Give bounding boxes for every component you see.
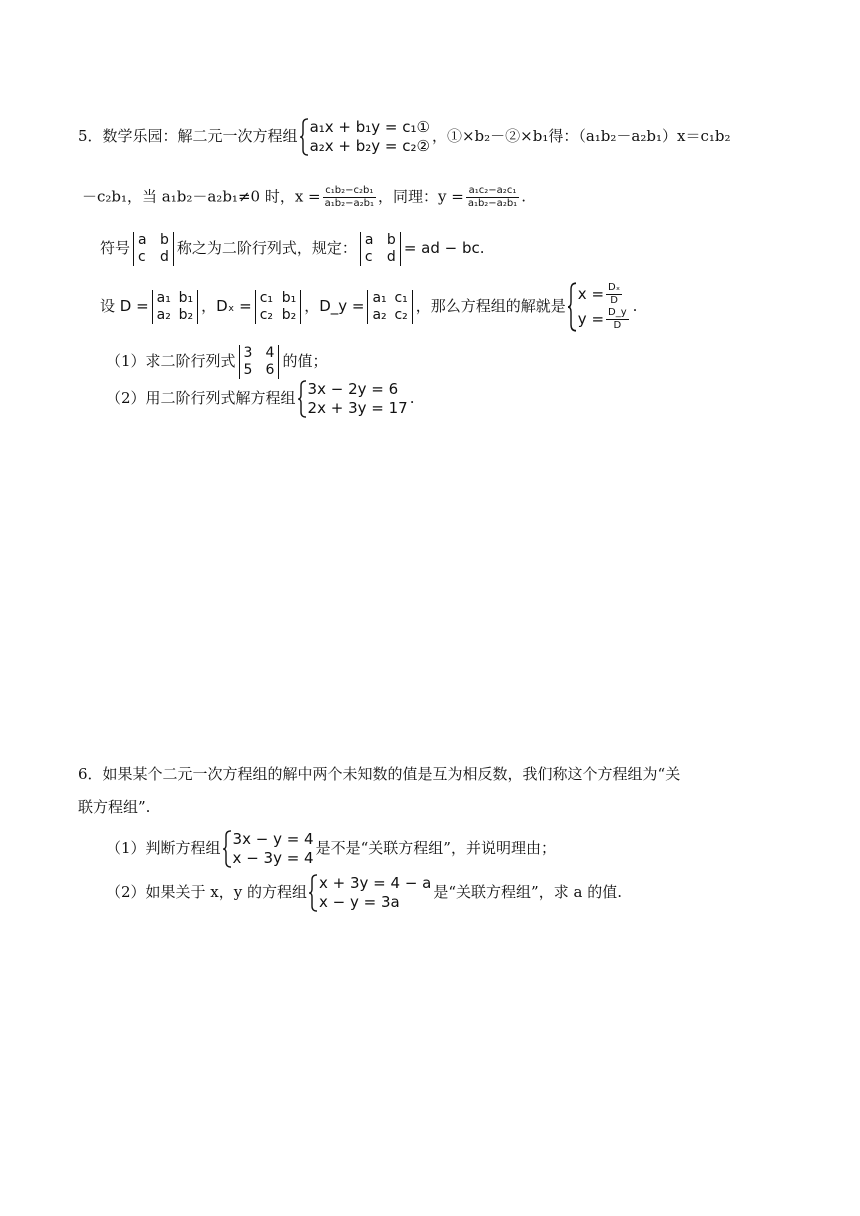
y-fraction — [466, 185, 519, 210]
q6-part2-eq2: x − y = 3a — [319, 893, 400, 911]
q5-part1-prefix: （1）求二阶行列式 — [106, 352, 236, 370]
q5-line2-b: ，同理：y = — [378, 187, 464, 206]
q6-part1-system — [223, 830, 314, 868]
symbol-description: 称之为二阶行列式，规定： — [176, 239, 357, 257]
q5-intro: 数学乐园：解二元一次方程组 — [102, 127, 298, 145]
q5-part2-end: . — [409, 389, 415, 407]
q6-part2-prefix: （2）如果关于 x，y 的方程组 — [106, 883, 308, 901]
det-cell: a — [364, 232, 374, 248]
q5-line-2 — [82, 185, 526, 210]
det-cell: d — [160, 249, 169, 265]
q6-part1 — [106, 830, 556, 868]
D-determinant — [152, 290, 199, 324]
det-cell: c₁ — [394, 290, 408, 306]
brace-icon — [300, 118, 309, 156]
q5-part2-prefix: （2）用二阶行列式解方程组 — [106, 389, 296, 407]
det-cell: 4 — [265, 345, 275, 361]
Dx-label: ，Dₓ = — [201, 297, 252, 315]
det-cell: b — [160, 232, 169, 248]
q6-part2 — [106, 874, 622, 912]
det-cell: b₁ — [281, 290, 297, 306]
Dy-label: ，D_y = — [304, 297, 365, 315]
q5-part2 — [106, 380, 414, 418]
q6-part1-eq1: 3x − y = 4 — [232, 830, 314, 848]
rule-determinant — [360, 232, 401, 266]
q6-line-2: 联方程组”. — [78, 798, 151, 816]
q5-part2-eq2: 2x + 3y = 17 — [307, 399, 408, 417]
solution-y-fraction — [606, 307, 629, 332]
y-fraction-numerator: a₁c₂−a₂c₁ — [466, 185, 519, 198]
solution-y-denominator: D — [613, 320, 622, 331]
brace-icon — [223, 830, 232, 868]
Dy-determinant — [367, 290, 412, 324]
q6-part2-system — [309, 874, 431, 912]
q6-part1-eq2: x − 3y = 4 — [232, 849, 314, 867]
det-cell: c — [138, 249, 146, 265]
rule-result: = ad − bc. — [403, 239, 485, 257]
q6-part2-end: 是“关联方程组”，求 a 的值. — [433, 883, 622, 901]
det-cell: c₂ — [259, 307, 274, 323]
q5-part2-system — [298, 380, 408, 418]
q5-line-1 — [78, 118, 730, 156]
solution-x-denominator: D — [610, 295, 618, 306]
solution-x-label: x = — [577, 285, 605, 303]
q6-part1-end: 是不是“关联方程组”，并说明理由； — [315, 839, 556, 857]
q6-part1-prefix: （1）判断方程组 — [106, 839, 221, 857]
x-fraction-numerator: c₁b₂−c₂b₁ — [323, 185, 376, 198]
symbol-prefix: 符号 — [100, 239, 131, 257]
det-cell: c₂ — [394, 307, 408, 323]
x-fraction-denominator: a₁b₂−a₂b₁ — [324, 198, 374, 209]
q5-system — [300, 118, 430, 156]
q5-part1-end: 的值； — [282, 352, 328, 370]
det-cell: c₁ — [259, 290, 274, 306]
solution-end: . — [632, 297, 638, 315]
q5-number: 5． — [78, 127, 103, 145]
det-cell: b₂ — [178, 307, 194, 323]
q6-line-1: 6．如果某个二元一次方程组的解中两个未知数的值是互为相反数，我们称这个方程组为“关 — [78, 765, 681, 783]
det-cell: d — [386, 249, 396, 265]
x-fraction — [323, 185, 376, 210]
q5-eq2: a₂x + b₂y = c₂② — [309, 137, 430, 155]
det-cell: b — [386, 232, 396, 248]
q5-definition-line — [100, 282, 637, 332]
D-label: 设 D = — [100, 297, 149, 315]
y-fraction-denominator: a₁b₂−a₂b₁ — [467, 198, 518, 209]
brace-icon — [298, 380, 307, 418]
det-cell: a — [138, 232, 147, 248]
solution-x-fraction — [606, 282, 622, 307]
det-cell: 5 — [243, 362, 253, 378]
det-cell: a₂ — [156, 307, 171, 323]
solution-system — [568, 282, 631, 332]
brace-icon — [568, 282, 577, 332]
q5-part1 — [106, 345, 327, 379]
solution-y-numerator: D_y — [608, 307, 627, 318]
Dx-determinant — [255, 290, 302, 324]
q5-after-system: ，①×b₂－②×b₁得：（a₁b₂－a₂b₁）x＝c₁b₂ — [431, 127, 731, 145]
det-cell: 6 — [265, 362, 275, 378]
det-cell: a₁ — [156, 290, 171, 306]
q5-eq1: a₁x + b₁y = c₁① — [309, 118, 430, 136]
solution-x-numerator: Dₓ — [608, 282, 621, 293]
det-cell: a₁ — [372, 290, 387, 306]
det-cell: b₁ — [178, 290, 194, 306]
q6-part2-eq1: x + 3y = 4 − a — [319, 874, 432, 892]
q5-part2-eq1: 3x − 2y = 6 — [307, 380, 399, 398]
q5-symbol-line — [100, 232, 485, 266]
det-cell: b₂ — [281, 307, 297, 323]
solution-text: ，那么方程组的解就是 — [415, 297, 566, 315]
det-cell: a₂ — [372, 307, 387, 323]
brace-icon — [309, 874, 318, 912]
symbol-determinant — [133, 232, 174, 266]
q5-part1-determinant — [239, 345, 280, 379]
det-cell: c — [364, 249, 373, 265]
q5-line2-end: . — [521, 187, 526, 206]
det-cell: 3 — [243, 345, 253, 361]
solution-y-label: y = — [577, 310, 605, 328]
solution-x-row — [578, 282, 631, 307]
solution-y-row — [578, 307, 631, 332]
q5-line2-a: －c₂b₁，当 a₁b₂－a₂b₁≠0 时，x = — [82, 187, 321, 206]
